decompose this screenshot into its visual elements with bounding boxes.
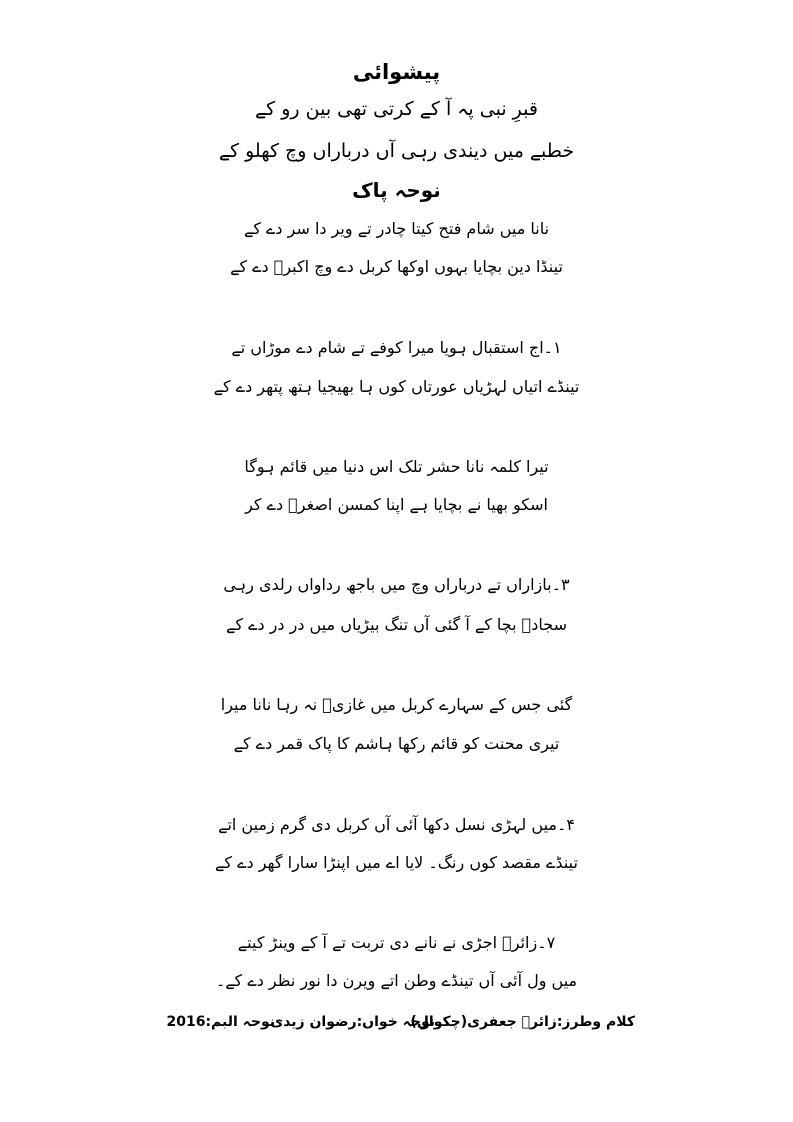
verse-line: ۴۔میں لہڑی نسل دکھا آئی آں کربل دی گرم زمین اتے xyxy=(218,815,575,834)
peshwai-line-2: خطبے میں دیندی رہی آں درباراں وچ کھلو کے xyxy=(218,140,575,162)
noha-title: نوحہ پاک xyxy=(352,178,441,202)
verse-line: تینڈے اتیاں لہڑیاں عورتاں کوں ہا بھیجیا ہتھ پتھر دے کے xyxy=(213,377,580,396)
verse-line: تیری محنت کو قائم رکھا ہاشم کا پاک قمر دے کے xyxy=(233,734,560,753)
credit-noha-khawan: نوحہ خواں:رضوان زیدی xyxy=(270,1014,435,1030)
verse-line: گئی جس کے سہارے کربل میں غازیؑ نہ رہا نانا میرا xyxy=(220,695,573,714)
credit-noha-album: نوحہ البم:2016 xyxy=(166,1014,275,1030)
verse-line: ۳۔بازاراں تے درباراں وچ میں باجھ رداواں رلدی رہی xyxy=(223,575,570,594)
verse-line: سجادؑ بچا کے آ گئی آں تنگ بیڑیاں میں در در دے کے xyxy=(226,615,567,634)
verse-line: ۱۔اج استقبال ہویا میرا کوفے تے شام دے موڑاں تے xyxy=(231,338,562,357)
credit-kalam: کلام وطرز:زائرؔ جعفری(چکوال) xyxy=(410,1014,635,1030)
verse-line: میں ول آئی آں تینڈے وطن اتے ویرن دا نور نظر دے کے۔ xyxy=(215,971,578,990)
peshwai-title: پیشوائی xyxy=(352,60,441,84)
credits-footer xyxy=(155,1014,635,1038)
verse-line: تیرا کلمہ نانا حشر تلک اس دنیا میں قائم ہوگا xyxy=(244,457,549,476)
verse-line: نانا میں شام فتح کیتا چادر تے ویر دا سر دے کے xyxy=(243,219,550,238)
peshwai-line-1: قبرِ نبی پہ آ کے کرتی تھی بین رو کے xyxy=(255,98,538,120)
verse-line: ۷۔زائرؔ اجڑی نے نانے دی تربت تے آ کے وینڑ کیتے xyxy=(237,933,556,952)
verse-line: تینڈے مقصد کوں رنگ۔ لایا اے میں اپنڑا سارا گھر دے کے xyxy=(215,853,578,872)
verse-line: اسکو بھیا نے بچایا ہے اپنا کمسن اصغرؑ دے کر xyxy=(245,495,548,514)
verse-line: تینڈا دین بچایا بہوں اوکھا کربل دے وچ اکبرؑ دے کے xyxy=(230,257,563,276)
